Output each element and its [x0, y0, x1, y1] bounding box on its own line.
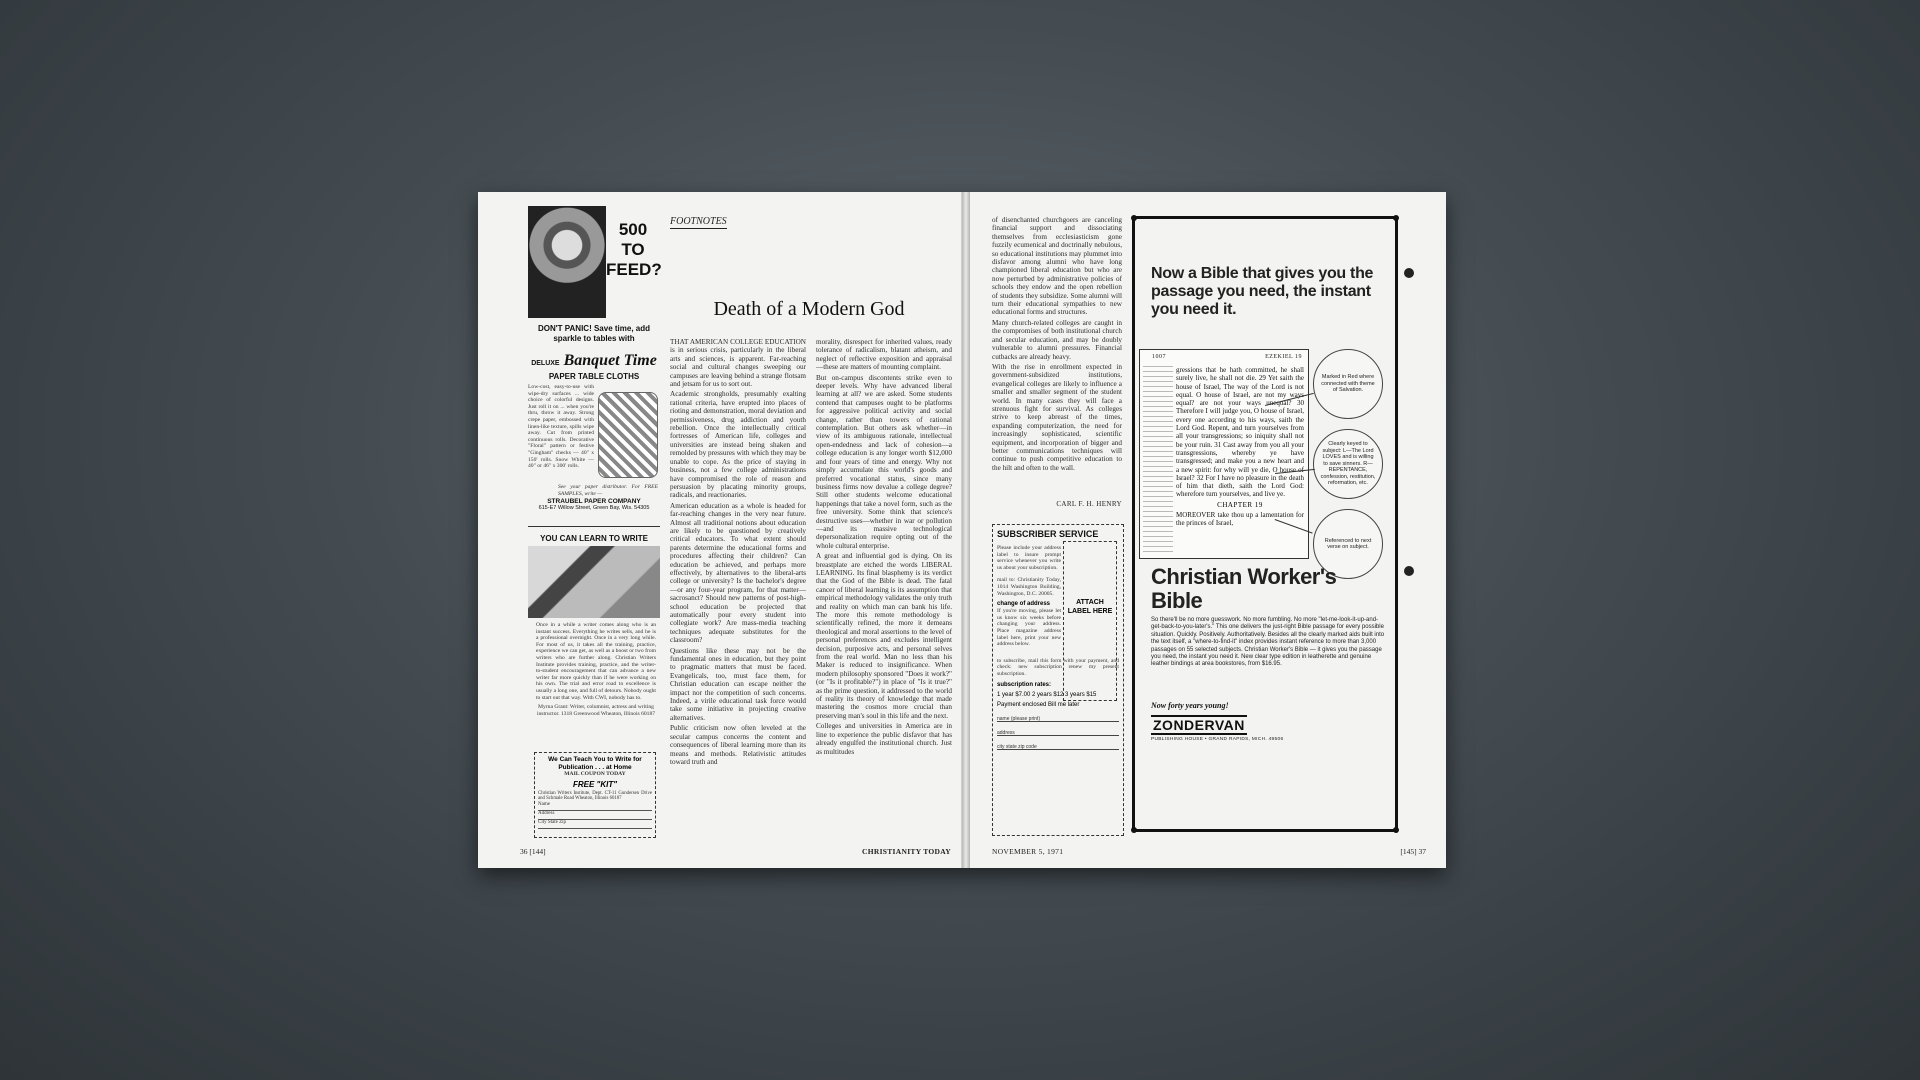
- paragraph: THAT AMERICAN COLLEGE EDUCATION is in serious crisis, particularly in the liberal arts and sciences, is apparent. Far-reaching social and cultural changes sweeping our campuses are leaving behind a strange flotsam and jetsam for us to sort out.: [670, 338, 806, 389]
- punch-hole: [1404, 268, 1414, 278]
- article-title: Death of a Modern God: [713, 298, 905, 320]
- writer-photo: [528, 546, 660, 618]
- ad-feed-brand: DELUXE Banquet Time: [531, 352, 657, 369]
- page-number-left: 36 [144]: [520, 847, 546, 856]
- writing-coupon: We Can Teach You to Write for Publication . . . at Home MAIL COUPON TODAY FREE "KIT" Christian Writers Institute, Dept. CT-11 Gundersen Drive and Schmale Road Wheaton, Illinois 60187 Name Address City State Zip: [534, 752, 656, 838]
- magazine-spread: [478, 192, 1446, 868]
- paragraph: Colleges and universities in America are in line to experience the public disfavor that has already engulfed the institutional church. Just as multitudes: [816, 722, 952, 756]
- article-column-2: [816, 338, 952, 828]
- rates-options: 1 year $7.00 2 years $12 3 years $15: [997, 691, 1097, 698]
- ad-feed-headline: 500 TO FEED?: [606, 220, 662, 279]
- address-field: address: [997, 724, 1119, 736]
- paragraph: American education as a whole is headed for far-reaching changes in the very near future. Almost all traditional notions about education are likely to be questioned by creatively critical educators. To what extent should parents determine the educational forms and procedures affecting their children? Can education be achieved, and perhaps more effectively, by alternatives to the liberal-arts college or university? Is the bachelor's degree—or any four-year program, for that matter—sacrosanct? Should new patterns of post-high-school education be projected that automatically pour every student into collegiate work? Are mass-media teaching techniques adequate substitutes for the classroom?: [670, 501, 806, 645]
- spine: [962, 192, 970, 868]
- paragraph: of disenchanted churchgoers are canceling financial support and dissociating themselves from ecclesiasticism gone fuzzily ecumenical and doctrinally nebulous, so educational institutions may plummet into disfavor among alumni who have long championed liberal education but who are now perturbed by administrative policies of schools they endow and the open rebellion of students they subsidize. Some alumni will turn their educational sympathies to new educational forms and structures.: [992, 216, 1122, 317]
- page-number-right: [145] 37: [1400, 847, 1426, 856]
- right-page: [970, 192, 1446, 868]
- city-state-zip-field: city state zip code: [997, 738, 1119, 750]
- subscriber-title: SUBSCRIBER SERVICE: [997, 529, 1099, 539]
- ad-feed-subhead: DON'T PANIC! Save time, add sparkle to tables with: [538, 324, 650, 343]
- section-label: FOOTNOTES: [670, 216, 727, 227]
- ad-divider: [528, 526, 660, 527]
- zondervan-publisher: PUBLISHING HOUSE • GRAND RAPIDS, MICH. 49506: [1151, 737, 1284, 742]
- product-name: Christian Worker's Bible: [1151, 564, 1337, 613]
- bible-margin-references: [1143, 366, 1173, 556]
- paragraph: With the rise in enrollment expected in government-subsidized institutions, evangelical colleges are likely to influence a smaller and smaller segment of the student world. In many cases they will face a strenuous fight for survival. As colleges strive to keep abreast of the times, expanding computerization, the need for increasingly sophisticated, scientific equipment, and incorporation of bigger and better communications techniques will continue to push competitive education to the hilt and often to the wall.: [992, 362, 1122, 472]
- magazine-name: CHRISTIANITY TODAY: [862, 847, 951, 856]
- paragraph: Questions like these may not be the fundamental ones in education, but they point to pragmatic matters that must be faced. Evangelicals, too, must face them, for Christian education can escape neither the impact nor the competition of such concerns. Indeed, a virile educational task force would take some initiative in projecting creative alternatives.: [670, 646, 806, 722]
- bible-page-sample: [1139, 349, 1309, 559]
- zondervan-headline: Now a Bible that gives you the passage you need, the instant you need it.: [1151, 265, 1374, 318]
- coupon-field: City State Zip: [538, 820, 652, 829]
- article-column-3: [992, 216, 1122, 506]
- ad-column: [528, 206, 660, 842]
- name-field: name (please print): [997, 710, 1119, 722]
- paragraph: morality, disrespect for inherited values, ready tolerance of radicalism, blatant atheism, and neglect of reflective exposition and appraisal—these are matters of mounting complaint.: [816, 338, 952, 372]
- corner-dot: [1131, 827, 1137, 833]
- ad-feed-body: Low-cost, easy-to-use with wipe-dry surfaces ... wide choice of colorful designs. Just roll it on ... when you're thru, throw it away. Strong crepe paper, embossed with linen-like texture, spills wipe away. Cut from printed continuous rolls. Decorative "Floral" pattern or festive "Gingham" checks — 40" x 150' rolls. Snow White — 40" or 46" x 300' rolls.: [528, 384, 594, 470]
- coupon-field: Address: [538, 811, 652, 820]
- paragraph: Public criticism now often leveled at the secular campus concerns the content and consequences of liberal learning more than its means and methods. Relativistic attitudes toward truth and: [670, 724, 806, 766]
- corner-dot: [1393, 215, 1399, 221]
- zondervan-body: So there'll be no more guesswork. No more fumbling. No more "let-me-look-it-up-and-get-back-to-you-later's." This one delivers the just-right Bible passage for every possible situation. Quickly. Positively. Authoritatively. Besides all the clearly marked aids built into the text itself, a "where-to-find-it" index provides instant reference to more than 3,000 passages on 55 selected subjects. Christian Worker's Bible — it gives you the passage you need, the instant you need it. New clear type edition in leatherette and genuine leather bindings at area bookstores, from $16.95.: [1151, 617, 1385, 668]
- subscriber-service-form: SUBSCRIBER SERVICE ATTACH LABEL HERE Please include your address label to insure prompt service whenever you write us about your subscription. mail to: Christianity Today, 1014 Washington Building, Washington, D.C. 20005. change of address If you're moving, please let us know six weeks before changing your address. Place magazine address label here, print your new address below. to subscribe, mail this form with your payment, and check: new subscription renew my present subscription. subscription rates: 1 year $7.00 2 years $12 3 years $15 Payment enclosed Bill me later name (please print) address city state zip code: [992, 524, 1124, 836]
- ad-write-title: YOU CAN LEARN TO WRITE: [540, 534, 648, 543]
- issue-date: NOVEMBER 5, 1971: [992, 847, 1064, 856]
- article-column-1: [670, 338, 806, 828]
- paragraph: Academic strongholds, presumably exalting rational criteria, have erupted into places of rioting and demonstration, moral deviation and permissiveness, drug addiction and youth rebellion. Once the intellectually critical fortresses of American life, colleges and universities are instead being shaken and remolded by pressures with which they may be unable to cope. As the price of staying in business, not a few college administrations have compromised the role of reason and persuasion by placating minority groups, radicals, and reactionaries.: [670, 390, 806, 500]
- corner-dot: [1393, 827, 1399, 833]
- callout-keyed: Clearly keyed to subject: L—The Lord LOVES and is willing to save sinners. R—REPENTANCE, confession, restitution, reformation, etc.: [1313, 429, 1383, 499]
- bible-chapter: CHAPTER 19: [1217, 500, 1263, 509]
- ad-write-body: Once in a while a writer comes along who is an instant success. Everything he writes sells, and he is a professional overnight. Once in a very long while. For most of us, it takes all the training, practice, experience we can get, as well as a boost or two from writers who are further along. Christian Writers Institute provides training, practice, and the writer-to-student encouragement that can advance a new writer far more quickly than if he were working on his own. The trial and error road to excellence is usually a long one, and full of detours. Nobody ought to start out that way. With CWI, nobody has to. Myrna Grant: Writer, columnist, actress and writing instructor. 1318 Greenwood Wheaton, Illinois 60187: [536, 622, 656, 717]
- ad-feed-company: STRAUBEL PAPER COMPANY 615-E7 Willow Street, Green Bay, Wis. 54305: [538, 498, 650, 511]
- author-signature: CARL F. H. HENRY: [1056, 500, 1122, 508]
- woman-phone-photo: [528, 206, 606, 318]
- corner-dot: [1131, 215, 1137, 221]
- callout-salvation: Marked in Red where connected with theme of Salvation.: [1313, 349, 1383, 419]
- bible-chapter-text: MOREOVER take thou up a lamentation for the princes of Israel,: [1176, 510, 1304, 528]
- ad-feed-product: PAPER TABLE CLOTHS: [548, 372, 640, 381]
- zondervan-ad: [1132, 216, 1398, 832]
- paragraph: A great and influential god is dying. On its breastplate are etched the words LIBERAL LEARNING. Its final blasphemy is its verdict that the God of the Bible is dead. The fatal cancer of liberal learning is its assumption that empirical methodology validates the only truth and reality on which man can bank his life. The more this remote methodology is scientifically refined, the more it demeans theological and moral assertions to the level of personal preferences and excludes intelligent decision, purposive acts, and personal selves from the real world. Man no less than his Maker is reduced to insignificance. When modern philosophy sponsored "Does it work?" (or "Is it profitable?") in place of "Is it true?" as the prime question, it addressed to the world of reality its theory of knowledge that made mastering the cosmos more crucial than preserving man's soul in this life and the next.: [816, 552, 952, 720]
- attach-label-box: ATTACH LABEL HERE: [1063, 541, 1117, 701]
- paragraph: Many church-related colleges are caught in the compromises of both institutional church and secular education, and may be doubly vulnerable to alumni pressures. Financial cutbacks are already heavy.: [992, 318, 1122, 361]
- zondervan-logo: ZONDERVAN: [1153, 717, 1245, 733]
- punch-hole: [1404, 566, 1414, 576]
- payment-options: Payment enclosed Bill me later: [997, 701, 1080, 708]
- bible-verses: gressions that he hath committed, he shall surely live, he shall not die. 29 Yet saith the house of Israel, The way of the Lord is not equal. O house of Israel, are not my ways equal? are not your ways unequal? 30 Therefore I will judge you, O house of Israel, every one according to his ways, saith the Lord God. Repent, and turn yourselves from all your transgressions; so iniquity shall not be your ruin. 31 Cast away from you all your transgressions, whereby ye have transgressed; and make you a new heart and a new spirit: for why will ye die, O house of Israel? 32 For I have no pleasure in the death of him that dieth, saith the Lord God: wherefore turn yourselves, and live ye.: [1176, 366, 1304, 499]
- coupon-field: Name: [538, 802, 652, 811]
- zondervan-slogan: Now forty years young!: [1151, 701, 1229, 710]
- ad-feed-note: See your paper distributor. For FREE SAMPLES, write —: [558, 484, 658, 497]
- paragraph: But on-campus discontents strike even to deeper levels. Why have advanced liberal learning at all? we are asked. Some students contend that campuses ought to be platforms for aggressive political activity and social change, rather than towers of rational contemplation. But others ask whether—in view of its ambiguous rationale, intellectual open-endedness and lack of cohesion—a college education is any longer worth $12,000 and four years of time and energy. Why not simply accumulate this world's goods and preferred vocational status, since many business firms now devalue a college degree? Still other students welcome educational happenings that take a novel form, such as the free university. Some think that science's destructive uses—whether in war or pollution—and its massive technological depersonalization require opting out of the whole cultural enterprise.: [816, 373, 952, 550]
- tablecloth-roll-image: [598, 392, 658, 478]
- callout-reference: Referenced to next verse on subject.: [1313, 509, 1383, 579]
- bible-book: EZEKIEL 19: [1265, 354, 1302, 360]
- left-page: [478, 192, 962, 868]
- bible-page-number: 1007: [1152, 354, 1166, 360]
